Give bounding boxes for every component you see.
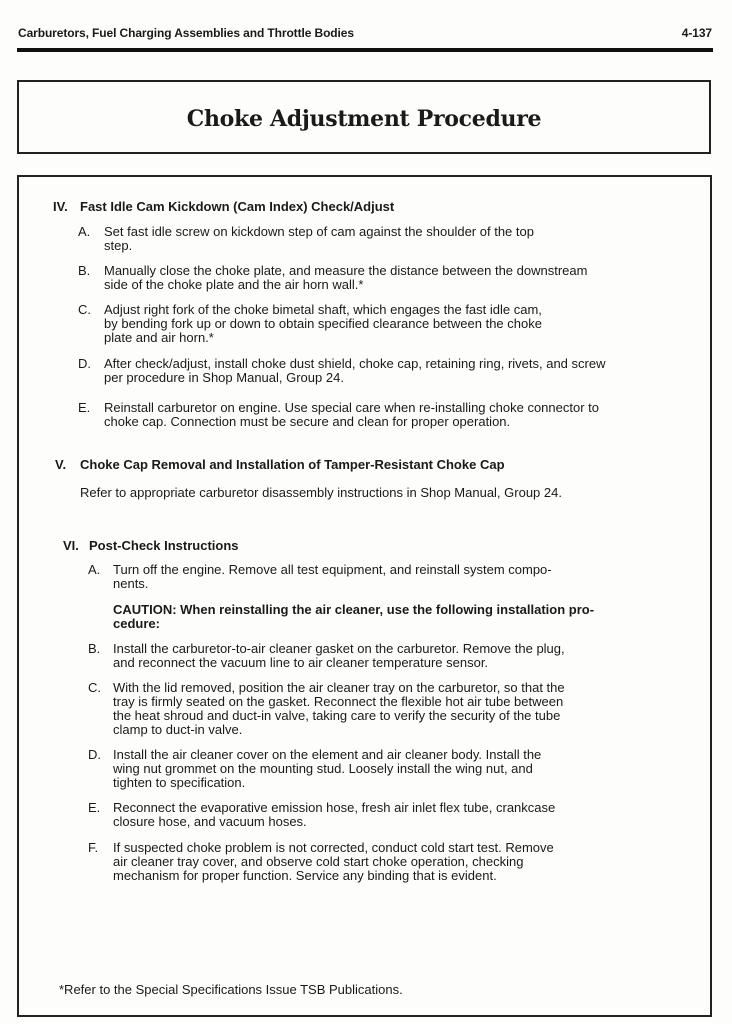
section-vi-heading: Post-Check Instructions — [89, 538, 239, 553]
section-v-heading: Choke Cap Removal and Installation of Tamper-Resistant Choke Cap — [80, 457, 505, 472]
running-title: Carburetors, Fuel Charging Assemblies and Throttle Bodies — [18, 26, 354, 40]
item-line: clamp to duct-in valve. — [113, 722, 243, 737]
item-line: the heat shroud and duct-in valve, taking care to verify the security of the tube — [113, 708, 561, 723]
header-rule — [17, 48, 713, 52]
item-line: Manually close the choke plate, and measure the distance between the downstream — [104, 263, 588, 278]
page-number: 4-137 — [681, 26, 712, 40]
item-line: Install the carburetor-to-air cleaner gasket on the carburetor. Remove the plug, — [113, 641, 565, 656]
item-line: step. — [104, 238, 133, 253]
item-label: D. — [78, 356, 91, 371]
item-label: F. — [88, 840, 99, 855]
item-line: If suspected choke problem is not corrected, conduct cold start test. Remove — [113, 840, 554, 855]
section-iv-numeral: IV. — [53, 199, 68, 214]
item-line: choke cap. Connection must be secure and clean for proper operation. — [104, 414, 511, 429]
item-line: wing nut grommet on the mounting stud. Loosely install the wing nut, and — [113, 761, 533, 776]
item-line: plate and air horn.* — [104, 330, 214, 345]
item-label: D. — [88, 747, 101, 762]
item-line: nents. — [113, 576, 149, 591]
item-label: E. — [88, 800, 101, 815]
item-line: Set fast idle screw on kickdown step of cam against the shoulder of the top — [104, 224, 534, 239]
item-line: Reinstall carburetor on engine. Use special care when re-installing choke connector to — [104, 400, 599, 415]
item-label: A. — [88, 562, 101, 577]
item-line: tray is firmly seated on the gasket. Reconnect the flexible hot air tube between — [113, 694, 564, 709]
item-label: B. — [78, 263, 91, 278]
item-line: After check/adjust, install choke dust shield, choke cap, retaining ring, rivets, and screw — [104, 356, 606, 371]
item-line: air cleaner tray cover, and observe cold start choke operation, checking — [113, 854, 524, 869]
item-line: mechanism for proper function. Service any binding that is evident. — [113, 868, 497, 883]
item-line: closure hose, and vacuum hoses. — [113, 814, 307, 829]
item-line: and reconnect the vacuum line to air cleaner temperature sensor. — [113, 655, 489, 670]
title-box — [17, 80, 711, 154]
item-line: side of the choke plate and the air horn wall.* — [104, 277, 364, 292]
item-line: Install the air cleaner cover on the element and air cleaner body. Install the — [113, 747, 542, 762]
item-line: With the lid removed, position the air cleaner tray on the carburetor, so that the — [113, 680, 565, 695]
section-v-numeral: V. — [55, 457, 67, 472]
item-line: Turn off the engine. Remove all test equipment, and reinstall system compo- — [113, 562, 552, 577]
caution-line: CAUTION: When reinstalling the air cleaner, use the following installation pro- — [113, 602, 595, 617]
item-line: tighten to specification. — [113, 775, 246, 790]
caution-line: cedure: — [113, 616, 160, 631]
item-label: E. — [78, 400, 91, 415]
section-vi-numeral: VI. — [63, 538, 79, 553]
section-iv-heading: Fast Idle Cam Kickdown (Cam Index) Check/Adjust — [80, 199, 395, 214]
footnote: *Refer to the Special Specifications Issue TSB Publications. — [59, 982, 403, 997]
content-box — [17, 175, 712, 1017]
item-label: A. — [78, 224, 91, 239]
item-line: by bending fork up or down to obtain specified clearance between the choke — [104, 316, 542, 331]
item-label: C. — [88, 680, 101, 695]
running-head — [18, 26, 712, 40]
item-line: per procedure in Shop Manual, Group 24. — [104, 370, 344, 385]
page-title: Choke Adjustment Procedure — [186, 106, 542, 132]
item-label: B. — [88, 641, 101, 656]
section-v-body: Refer to appropriate carburetor disassembly instructions in Shop Manual, Group 24. — [80, 485, 562, 500]
item-label: C. — [78, 302, 91, 317]
item-line: Reconnect the evaporative emission hose, fresh air inlet flex tube, crankcase — [113, 800, 556, 815]
item-line: Adjust right fork of the choke bimetal shaft, which engages the fast idle cam, — [104, 302, 542, 317]
